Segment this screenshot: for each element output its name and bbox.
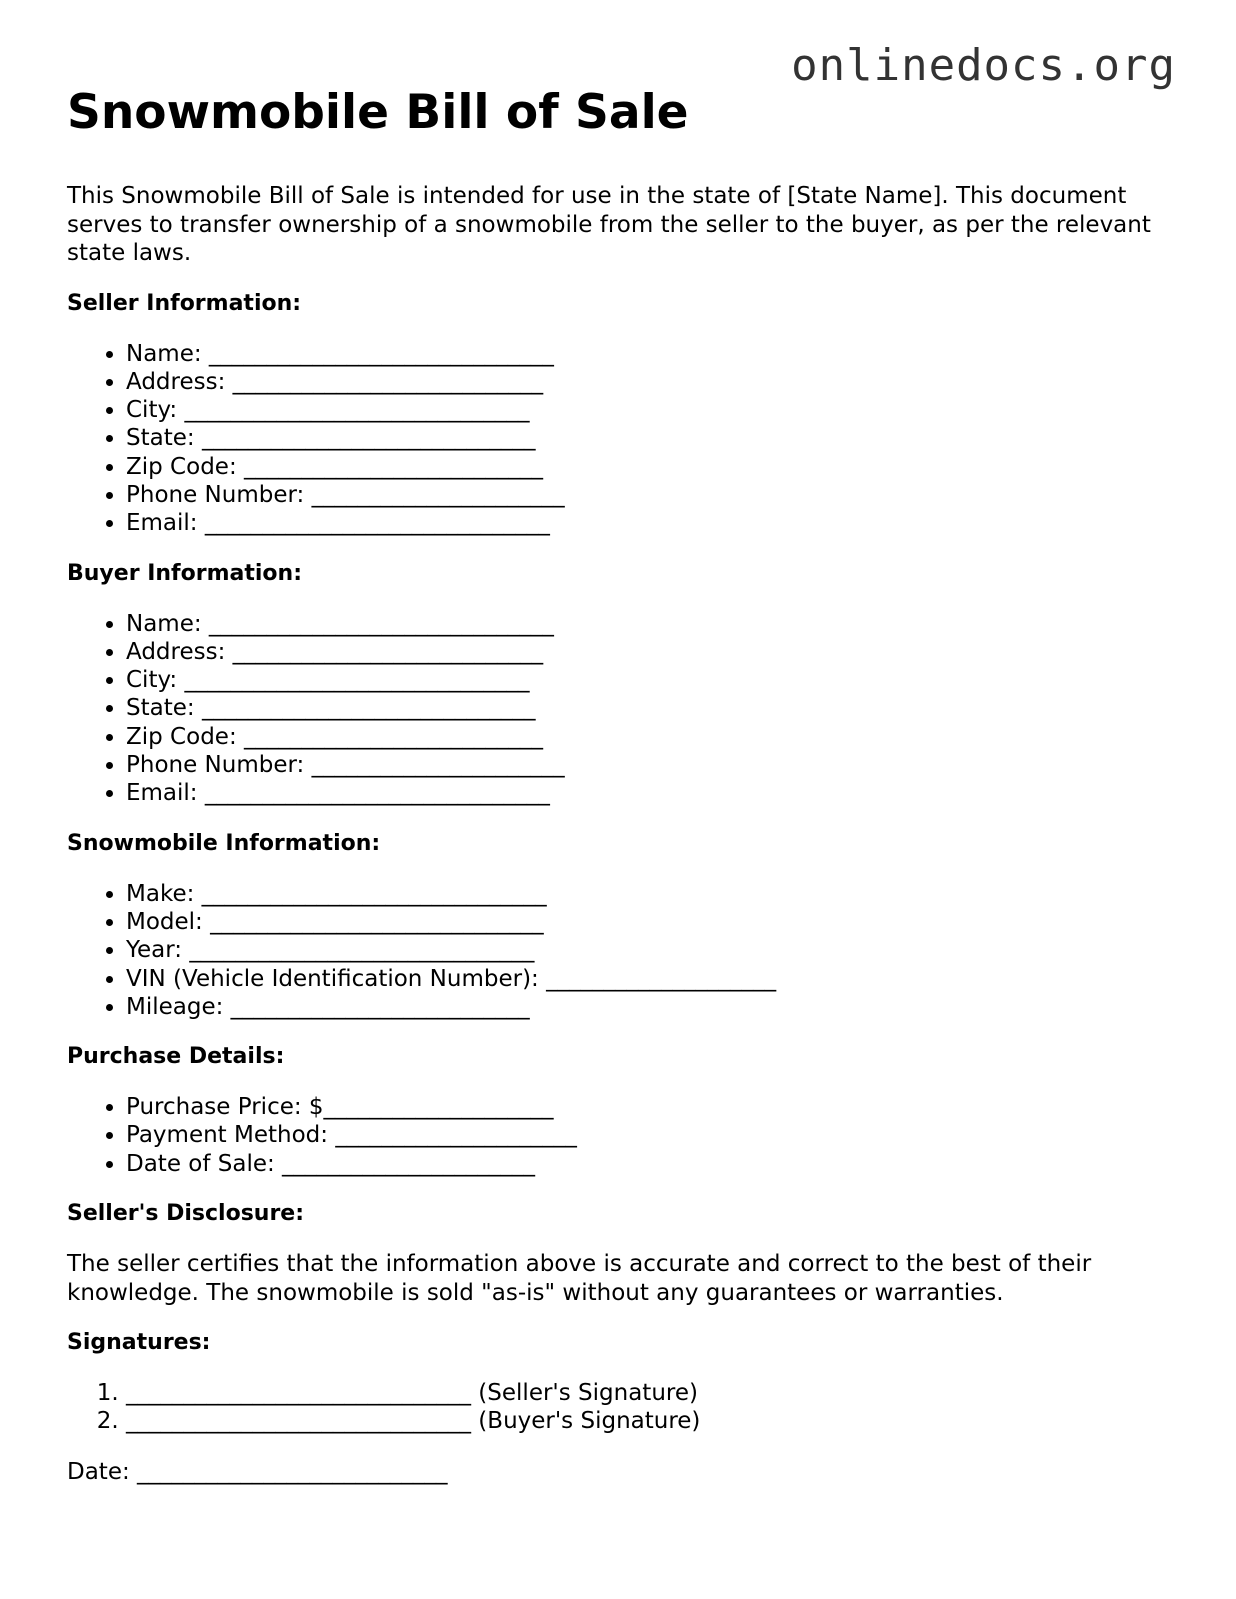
signatures-heading: Signatures: (67, 1330, 211, 1356)
buyer-zip-item: • Zip Code: __________________________ (126, 723, 1177, 751)
seller-state-item: • State: _____________________________ (126, 424, 1177, 452)
buyer-signature-item: 2. ______________________________ (Buyer's Signature) (126, 1407, 1177, 1435)
date-line: Date: ___________________________ (67, 1458, 448, 1485)
seller-name-item: • Name: ______________________________ (126, 340, 1177, 368)
seller-list (67, 340, 1177, 538)
purchase-heading: Purchase Details: (67, 1044, 285, 1070)
snowmobile-year-item: • Year: ______________________________ (126, 936, 1177, 964)
disclosure-paragraph: The seller certifies that the information above is accurate and correct to the best of their knowledge. The snowmobile is sold "as-is" without any guarantees or warranties. (67, 1251, 1092, 1306)
buyer-city-item: • City: ______________________________ (126, 666, 1177, 694)
buyer-phone-item: • Phone Number: ______________________ (126, 751, 1177, 779)
snowmobile-list (67, 880, 1177, 1021)
seller-phone-item: • Phone Number: ______________________ (126, 481, 1177, 509)
disclosure-heading: Seller's Disclosure: (67, 1201, 305, 1227)
seller-email-item: • Email: ______________________________ (126, 509, 1177, 537)
buyer-name-item: • Name: ______________________________ (126, 610, 1177, 638)
buyer-heading: Buyer Information: (67, 560, 302, 586)
purchase-list (67, 1093, 1177, 1178)
snowmobile-mileage-item: • Mileage: __________________________ (126, 993, 1177, 1021)
signatures-list (67, 1379, 1177, 1436)
payment-method-item: • Payment Method: _____________________ (126, 1121, 1177, 1149)
snowmobile-model-item: • Model: _____________________________ (126, 908, 1177, 936)
seller-heading: Seller Information: (67, 290, 302, 316)
seller-city-item: • City: ______________________________ (126, 396, 1177, 424)
watermark-text: onlinedocs.org (791, 40, 1176, 91)
seller-zip-item: • Zip Code: __________________________ (126, 453, 1177, 481)
seller-address-item: • Address: ___________________________ (126, 368, 1177, 396)
page-title: Snowmobile Bill of Sale (67, 85, 689, 140)
buyer-list (67, 610, 1177, 808)
buyer-address-item: • Address: ___________________________ (126, 638, 1177, 666)
buyer-email-item: • Email: ______________________________ (126, 779, 1177, 807)
purchase-price-item: • Purchase Price: $____________________ (126, 1093, 1177, 1121)
seller-signature-item: 1. ______________________________ (Seller's Signature) (126, 1379, 1177, 1407)
date-of-sale-item: • Date of Sale: ______________________ (126, 1150, 1177, 1178)
snowmobile-vin-item: • VIN (Vehicle Identification Number): ____________________ (126, 965, 1177, 993)
document-body (67, 82, 1177, 1486)
snowmobile-heading: Snowmobile Information: (67, 830, 381, 856)
snowmobile-make-item: • Make: ______________________________ (126, 880, 1177, 908)
intro-paragraph: This Snowmobile Bill of Sale is intended for use in the state of [State Name]. This document serves to transfer ownership of a snowmobile from the seller to the buyer, as per the relevant state laws. (67, 183, 1151, 266)
buyer-state-item: • State: _____________________________ (126, 694, 1177, 722)
